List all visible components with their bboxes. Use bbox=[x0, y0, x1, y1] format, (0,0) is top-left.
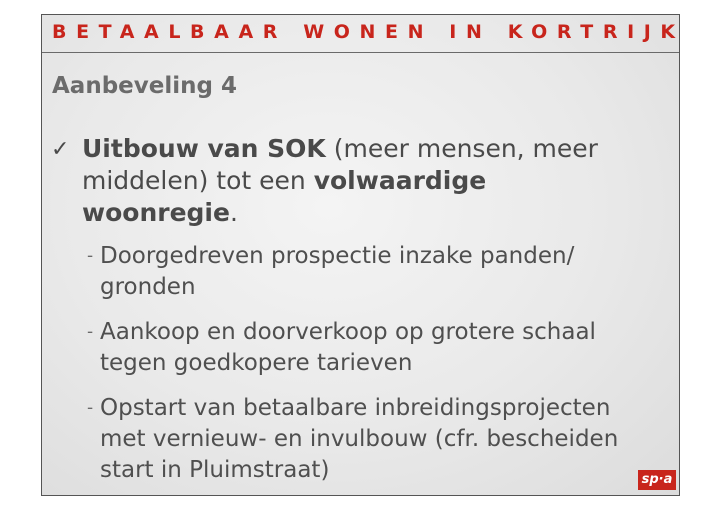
checkmark-icon: ✓ bbox=[51, 137, 70, 162]
banner-title: BETAALBAAR WONEN IN KORTRIJK bbox=[52, 21, 685, 43]
banner bbox=[42, 15, 685, 53]
bullet-bold-2: volwaardige woonregie bbox=[82, 166, 487, 227]
spa-logo: sp·a bbox=[638, 470, 676, 490]
sub-item bbox=[87, 317, 660, 379]
sub-item-text: Aankoop en doorverkoop op grotere schaal tegen goedkopere tarieven bbox=[100, 319, 596, 376]
sub-item-text: Opstart van betaalbare inbreidingsprojecten met vernieuw- en invulbouw (cfr. bescheiden start in Pluimstraat) bbox=[100, 395, 619, 483]
sub-item bbox=[87, 241, 660, 303]
sub-item-text: Doorgedreven prospectie inzake panden/ gronden bbox=[100, 243, 575, 300]
sub-item bbox=[87, 393, 660, 486]
bullet-text-1: (meer mensen, meer middelen) tot een bbox=[82, 134, 598, 195]
slide-heading: Aanbeveling 4 bbox=[52, 73, 237, 99]
bullet-bold-1: Uitbouw van SOK bbox=[82, 134, 326, 163]
bullet-text-2: . bbox=[229, 198, 238, 227]
dash-icon: - bbox=[87, 398, 94, 418]
dash-icon: - bbox=[87, 322, 94, 342]
main-bullet bbox=[82, 133, 642, 229]
slide bbox=[41, 14, 685, 496]
dash-icon: - bbox=[87, 246, 94, 266]
